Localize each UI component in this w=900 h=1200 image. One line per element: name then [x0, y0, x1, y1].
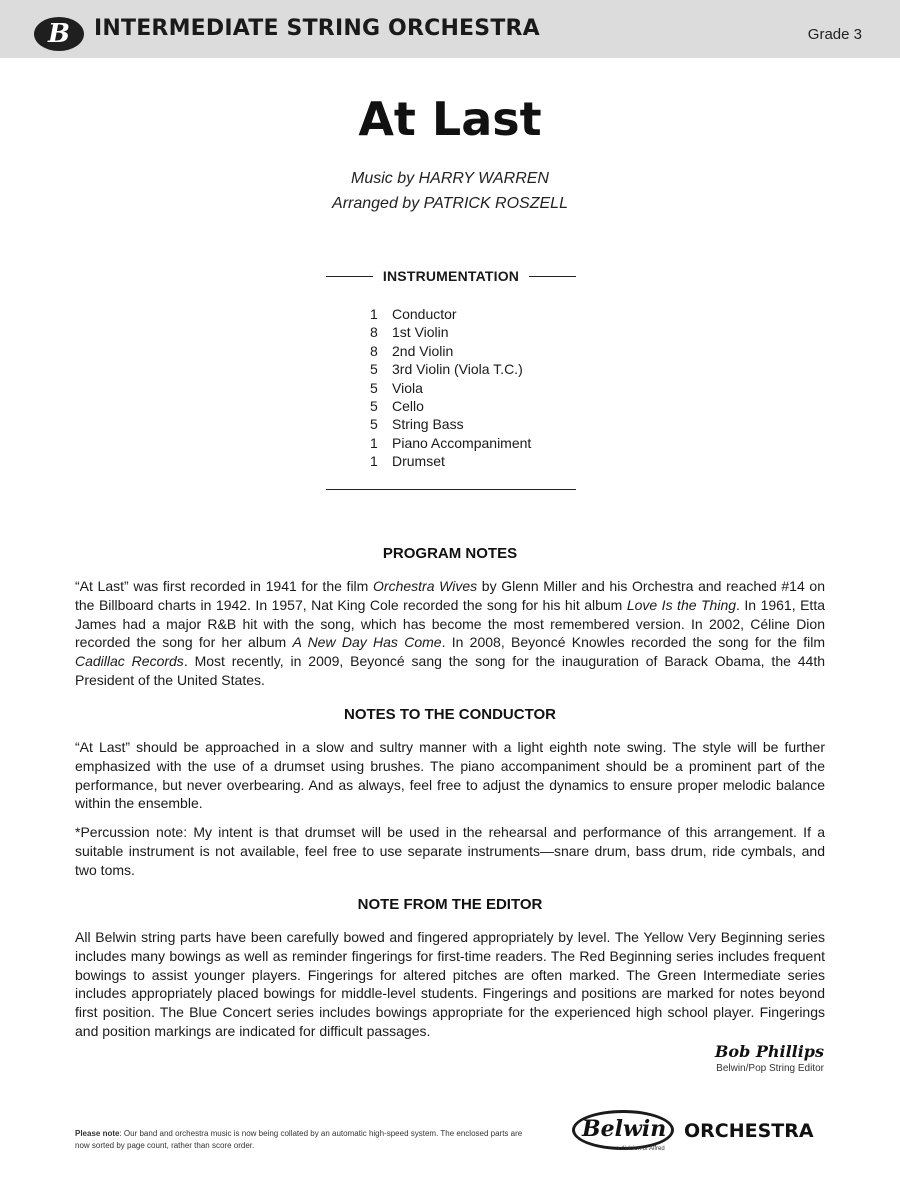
heading-rule-right: [529, 276, 576, 277]
instrument-name: Piano Accompaniment: [392, 434, 532, 451]
percussion-note-text: *Percussion note: My intent is that drumset will be used in the rehearsal and performance of this arrangement. If a suitable instrument is not available, feel free to use separate instruments—snare drum, bass drum, ride cymbals, and two toms.: [75, 824, 825, 878]
instrument-qty: 5: [370, 361, 378, 378]
instrument-qty: 5: [370, 379, 378, 396]
list-item: [370, 342, 531, 360]
list-item: [370, 415, 531, 433]
list-item: [370, 434, 531, 452]
instrument-name: String Bass: [392, 416, 464, 433]
list-item: [370, 360, 531, 378]
instrumentation-heading-text: INSTRUMENTATION: [382, 268, 520, 284]
instrument-name: 3rd Violin (Viola T.C.): [392, 361, 523, 378]
instrument-name: Drumset: [392, 453, 445, 470]
brand-tagline: a division of Alfred: [616, 1146, 665, 1152]
instrument-name: Conductor: [392, 306, 457, 322]
page-title: At Last: [358, 92, 542, 146]
instrument-qty: 5: [370, 416, 378, 433]
list-item: [370, 397, 531, 415]
editor-note-text: All Belwin string parts have been carefully bowed and fingered appropriately by level. The Yellow Very Beginning series includes many bowings as well as reminder fingerings for first-time readers. The Red Beginning series includes frequent bowings to assist younger players. Fingerings for altered pitches are often marked. The Green Intermediate series includes appropriately placed bowings for middle-level students. Fingerings and positions are marked for notes beyond first position. The Blue Concert series includes bowings appropriate for the experienced high school player. Fingerings and position markings are indicated for difficult passages.: [75, 929, 825, 1039]
conductor-notes-text: “At Last” should be approached in a slow and sultry manner with a light eighth note swing. The style will be further emphasized with the use of a drumset using brushes. The piano accompaniment should be a prominent part of the performance, but never overbearing. And as always, feel free to adjust the dynamics to ensure proper melodic balance within the ensemble.: [75, 739, 825, 812]
editor-signature: Bob Phillips: [714, 1042, 824, 1061]
editor-role: Belwin/Pop String Editor: [716, 1063, 824, 1074]
arranger-credit: Arranged by PATRICK ROSZELL: [332, 195, 568, 212]
instrument-qty: 8: [370, 342, 378, 359]
instrument-name: 2nd Violin: [392, 342, 454, 359]
instrument-qty: 1: [370, 434, 378, 451]
instrumentation-divider: [326, 489, 576, 490]
series-title: INTERMEDIATE STRING ORCHESTRA: [94, 16, 540, 41]
series-header: [0, 0, 900, 58]
instrument-qty: 5: [370, 397, 378, 414]
program-notes-heading: PROGRAM NOTES: [382, 545, 518, 562]
list-item: [370, 379, 531, 397]
list-item: [370, 305, 531, 323]
instrument-qty: 1: [370, 306, 378, 322]
instrument-name: Cello: [392, 397, 424, 414]
editor-note-heading: NOTE FROM THE EDITOR: [357, 896, 543, 913]
instrumentation-heading: [326, 268, 576, 284]
instrumentation-list: [370, 305, 531, 471]
grade-label: Grade 3: [807, 26, 862, 43]
belwin-orchestra-logo: [572, 1110, 832, 1154]
instrument-qty: 8: [370, 324, 378, 341]
program-notes-text: “At Last” was first recorded in 1941 for the film Orchestra Wives by Glenn Miller and his Orchestra and reached #14 on the Billboard charts in 1942. In 1957, Nat King Cole recorded the song for his hit album Love Is the Thing. In 1961, Etta James had a major R&B hit with the song, which has become the most remembered version. In 2002, Céline Dion recorded the song for her album A New Day Has Come. In 2008, Beyoncé Knowles recorded the song for the film Cadillac Records. Most recently, in 2009, Beyoncé sang the song for the inauguration of Barack Obama, the 44th President of the United States.: [75, 578, 826, 688]
brand-suffix: ORCHESTRA: [684, 1120, 814, 1142]
belwin-logo: B: [34, 17, 84, 51]
list-item: [370, 323, 531, 341]
editor-signature-block: [715, 1042, 824, 1074]
heading-rule-left: [326, 276, 373, 277]
brand-name: Belwin: [582, 1116, 667, 1142]
collation-footnote: Please note: Our band and orchestra music is now being collated by an automatic high-speed system. The enclosed parts are now sorted by page count, rather than score order.: [75, 1129, 523, 1150]
instrument-name: 1st Violin: [392, 324, 449, 341]
instrument-qty: 1: [370, 453, 378, 470]
conductor-notes-heading: NOTES TO THE CONDUCTOR: [344, 706, 556, 723]
list-item: [370, 452, 531, 470]
composer-credit: Music by HARRY WARREN: [351, 170, 549, 187]
instrument-name: Viola: [392, 379, 423, 396]
